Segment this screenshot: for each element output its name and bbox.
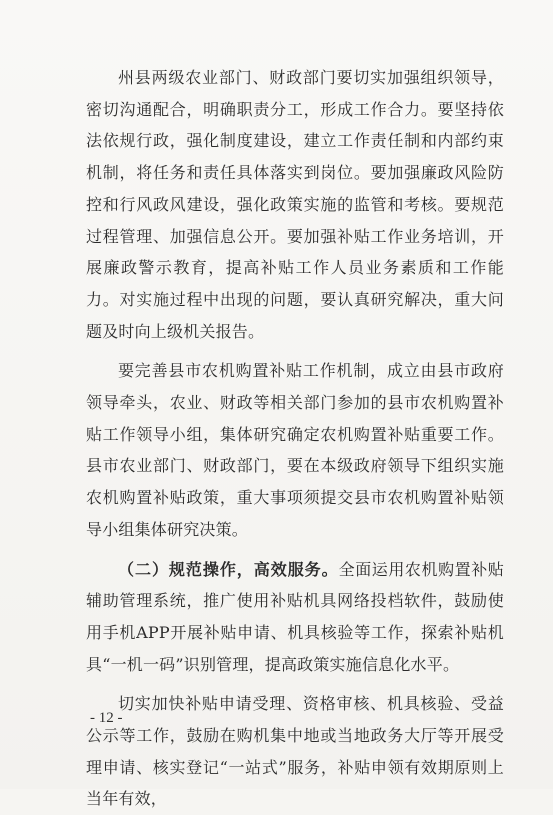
- paragraph-text: 全面运用农机购置补贴辅助管理系统，推广使用补贴机具网络投档软件，鼓励使用手机APP开展补贴申请、机具核验等工作，探索补贴机具“一机一码”识别管理，提高政策实施信息化水平。: [86, 559, 504, 674]
- paragraph-text: 州县两级农业部门、财政部门要切实加强组织领导，密切沟通配合，明确职责分工，形成工作合力。要坚持依法依规行政，强化制度建设，建立工作责任制和内部约束机制，将任务和责任具体落实到岗位。要加强廉政风险防控和行风政风建设，强化政策实施的监管和考核。要规范过程管理、加强信息公开。要加强补贴工作业务培训，开展廉政警示教育，提高补贴工作人员业务素质和工作能力。对实施过程中出现的问题，要认真研究解决，重大问题及时向上级机关报告。: [86, 68, 504, 341]
- paragraph-organization-leadership: [86, 62, 504, 347]
- body-text: [86, 62, 504, 815]
- paragraph-application-processing: [86, 688, 504, 815]
- page-number: - 12 -: [90, 710, 123, 726]
- paragraph-standard-operation: [86, 554, 504, 681]
- paragraph-text: 切实加快补贴申请受理、资格审核、机具核验、受益公示等工作，鼓励在购机集中地或当地政务大厅等开展受理申请、核实登记“一站式”服务，补贴申领有效期原则上当年有效，: [86, 694, 504, 809]
- paragraph-working-mechanism: [86, 355, 504, 545]
- section-heading: （二）规范操作，高效服务。: [118, 559, 339, 579]
- paragraph-text: 要完善县市农机购置补贴工作机制，成立由县市政府领导牵头，农业、财政等相关部门参加的县市农机购置补贴工作领导小组，集体研究确定农机购置补贴重要工作。县市农业部门、财政部门，要在本级政府领导下组织实施农机购置补贴政策，重大事项须提交县市农机购置补贴领导小组集体研究决策。: [86, 361, 504, 539]
